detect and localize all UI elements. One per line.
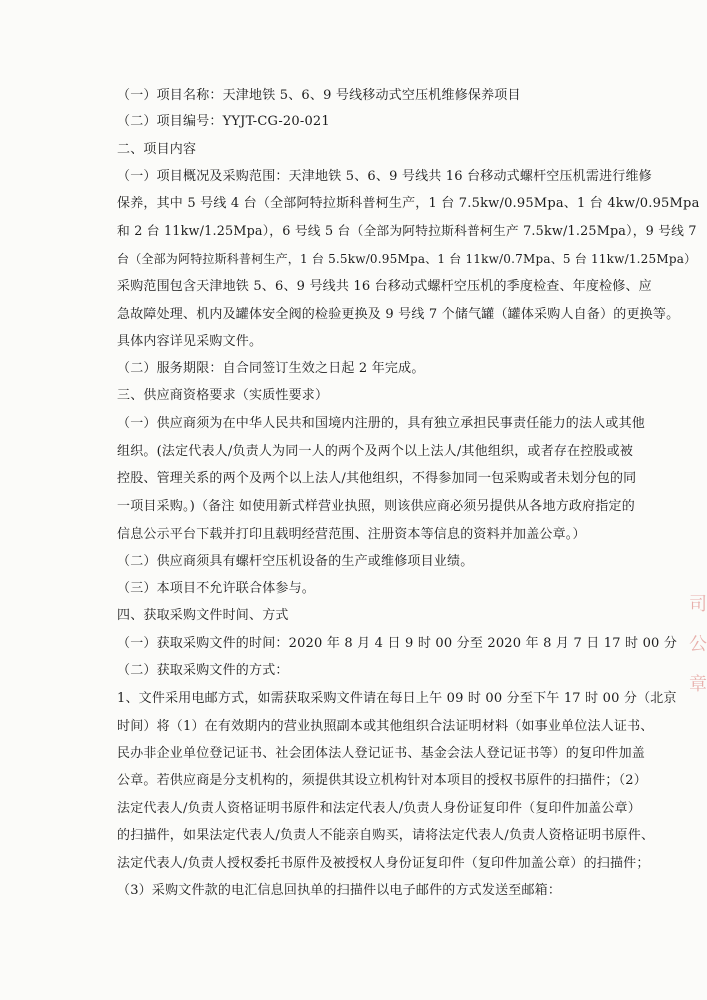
- paragraph-line: 台（全部为阿特拉斯科普柯生产，1 台 5.5kw/0.95Mpa、1 台 11kw/0.7Mpa、5 台 11kw/1.25Mpa）: [117, 252, 697, 266]
- paragraph-line: 公章。若供应商是分支机构的，须提供其设立机构针对本项目的授权书原件的扫描件；（2）: [117, 773, 647, 788]
- acquisition-time-line: （一）获取采购文件的时间：2020 年 8 月 4 日 9 时 00 分至 2020 年 8 月 7 日 17 时 00 分: [117, 636, 678, 651]
- service-period-line: （二）服务期限：自合同签订生效之日起 2 年完成。: [117, 361, 425, 376]
- paragraph-line: 1、文件采用电邮方式，如需获取采购文件请在每日上午 09 时 00 分至下午 17 时 00 分（北京: [117, 691, 677, 706]
- paragraph-line: （一）项目概况及采购范围：天津地铁 5、6、9 号线共 16 台移动式螺杆空压机需进行维修: [117, 169, 652, 184]
- stamp-char: 章: [689, 674, 707, 695]
- paragraph-line: 保养，其中 5 号线 4 台（全部阿特拉斯科普柯生产，1 台 7.5kw/0.95Mpa、1 台 4kw/0.95Mpa: [117, 196, 700, 211]
- seal-stamp: [689, 585, 707, 745]
- paragraph-line: 信息公示平台下载并打印且载明经营范围、注册资本等信息的资料并加盖公章。）: [117, 527, 586, 542]
- paragraph-line: 采购范围包含天津地铁 5、6、9 号线共 16 台移动式螺杆空压机的季度检查、年度检修、应: [117, 279, 652, 294]
- paragraph-line: 的扫描件，如果法定代表人/负责人不能亲自购买，请将法定代表人/负责人资格证明书原件、: [117, 828, 655, 843]
- paragraph-line: 时间）将（1）在有效期内的营业执照副本或其他组织合法证明材料（如事业单位法人证书、: [117, 719, 654, 734]
- paragraph-line: （二）供应商须具有螺杆空压机设备的生产或维修项目业绩。: [117, 554, 474, 569]
- paragraph-line: 一项目采购。)（备注 如使用新式样营业执照，则该供应商必须另提供从各地方政府指定的: [117, 499, 635, 514]
- paragraph-line: 法定代表人/负责人授权委托书原件及被授权人身份证复印件（复印件加盖公章）的扫描件；: [117, 856, 650, 871]
- section-heading: 三、供应商资格要求（实质性要求）: [117, 388, 329, 403]
- paragraph-line: 法定代表人/负责人资格证明书原件和法定代表人/负责人身份证复印件（复印件加盖公章）: [117, 801, 641, 816]
- project-number-line: （二）项目编号：YYJT-CG-20-021: [117, 114, 330, 129]
- paragraph-line: 具体内容详见采购文件。: [117, 334, 263, 349]
- paragraph-line: （3）采购文件款的电汇信息回执单的扫描件以电子邮件的方式发送至邮箱：: [117, 883, 562, 898]
- paragraph-line: 民办非企业单位登记证书、社会团体法人登记证书、基金会法人登记证书等）的复印件加盖: [117, 746, 646, 761]
- project-name-line: （一）项目名称：天津地铁 5、6、9 号线移动式空压机维修保养项目: [117, 88, 521, 103]
- paragraph-line: 控股、管理关系的两个及两个以上法人/其他组织，不得参加同一包采购或者未划分包的同: [117, 471, 637, 486]
- section-heading: 四、获取采购文件时间、方式: [117, 608, 289, 623]
- paragraph-line: （一）供应商须为在中华人民共和国境内注册的，具有独立承担民事责任能力的法人或其他: [117, 416, 646, 431]
- section-heading: 二、项目内容: [117, 142, 197, 157]
- paragraph-line: （三）本项目不允许联合体参与。: [117, 581, 316, 596]
- paragraph-line: 和 2 台 11kw/1.25Mpa），6 号线 5 台（全部为阿特拉斯科普柯生产 7.5kw/1.25Mpa），9 号线 7: [117, 224, 697, 239]
- paragraph-line: 急故障处理、机内及罐体安全阀的检验更换及 9 号线 7 个储气罐（罐体采购人自备）的更换等。: [117, 307, 680, 322]
- paragraph-line: （二）获取采购文件的方式：: [117, 663, 289, 678]
- stamp-char: 司: [689, 594, 707, 615]
- stamp-char: 公: [689, 634, 707, 655]
- paragraph-line: 组织。(法定代表人/负责人为同一人的两个及两个以上法人/其他组织，或者存在控股或被: [117, 444, 634, 459]
